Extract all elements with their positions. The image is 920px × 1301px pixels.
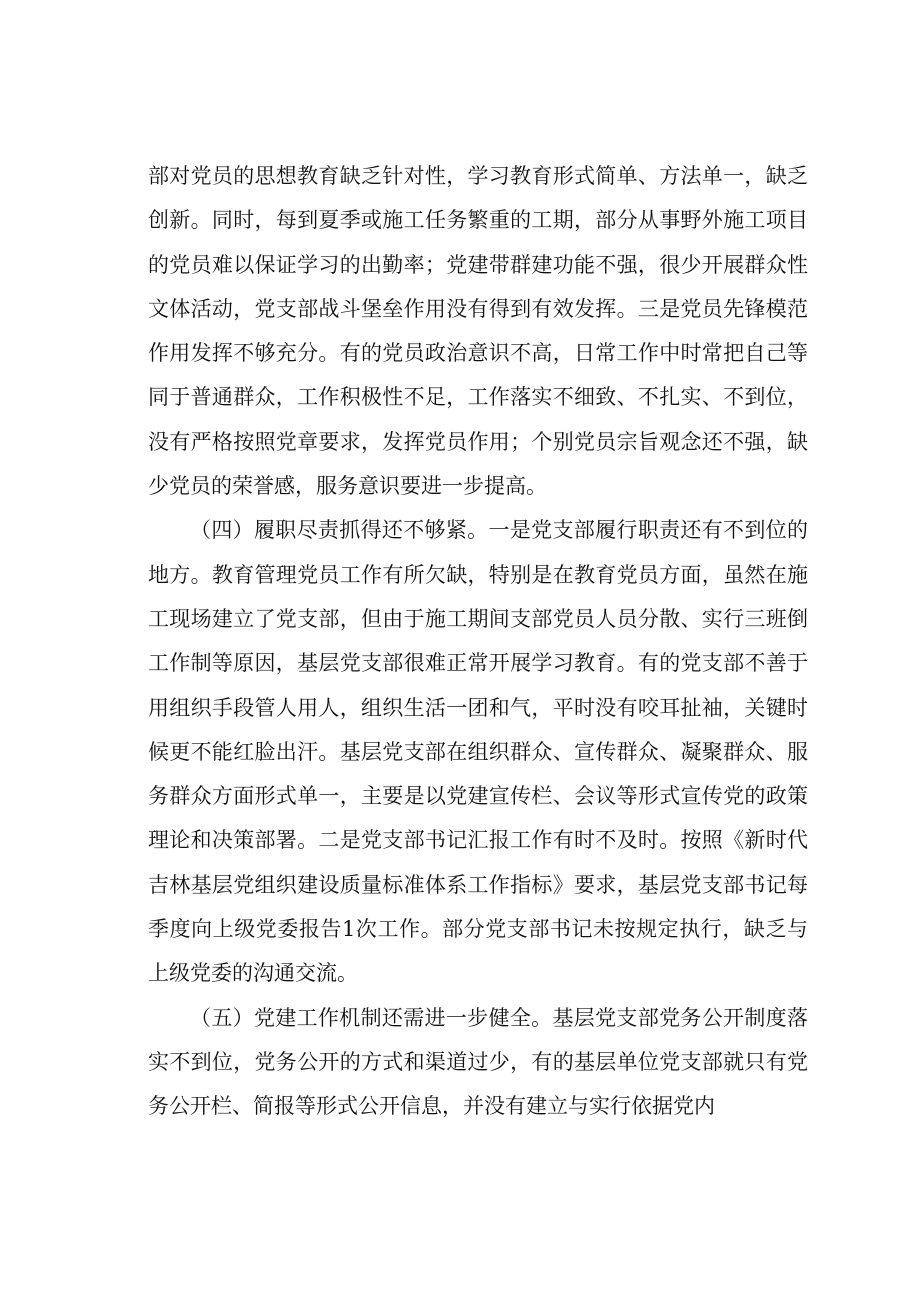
paragraph-continuation: 部对党员的思想教育缺乏针对性，学习教育形式简单、方法单一，缺乏创新。同时，每到夏季或施工任务繁重的工期，部分从事野外施工项目的党员难以保证学习的出勤率；党建带群建功能不强，很少开展群众性文体活动，党支部战斗堡垒作用没有得到有效发挥。三是党员先锋模范作用发挥不够充分。有的党员政治意识不高，日常工作中时常把自己等同于普通群众，工作积极性不足，工作落实不细致、不扎实、不到位，没有严格按照党章要求，发挥党员作用；个别党员宗旨观念还不强，缺少党员的荣誉感，服务意识要进一步提高。 <box>148 164 808 499</box>
paragraph-section-five: （五）党建工作机制还需进一步健全。基层党支部党务公开制度落实不到位，党务公开的方式和渠道过少，有的基层单位党支部就只有党务公开栏、简报等形式公开信息，并没有建立与实行依据党内 <box>148 1005 808 1119</box>
document-body <box>148 154 808 1129</box>
paragraph-section-four: （四）履职尽责抓得还不够紧。一是党支部履行职责还有不到位的地方。教育管理党员工作有所欠缺，特别是在教育党员方面，虽然在施工现场建立了党支部，但由于施工期间支部党员人员分散、实行三班倒工作制等原因，基层党支部很难正常开展学习教育。有的党支部不善于用组织手段管人用人，组织生活一团和气，平时没有咬耳扯袖，关键时候更不能红脸出汗。基层党支部在组织群众、宣传群众、凝聚群众、服务群众方面形式单一，主要是以党建宣传栏、会议等形式宣传党的政策理论和决策部署。二是党支部书记汇报工作有时不及时。按照《新时代吉林基层党组织建设质量标准体系工作指标》要求，基层党支部书记每季度向上级党委报告1次工作。部分党支部书记未按规定执行，缺乏与上级党委的沟通交流。 <box>148 518 808 986</box>
